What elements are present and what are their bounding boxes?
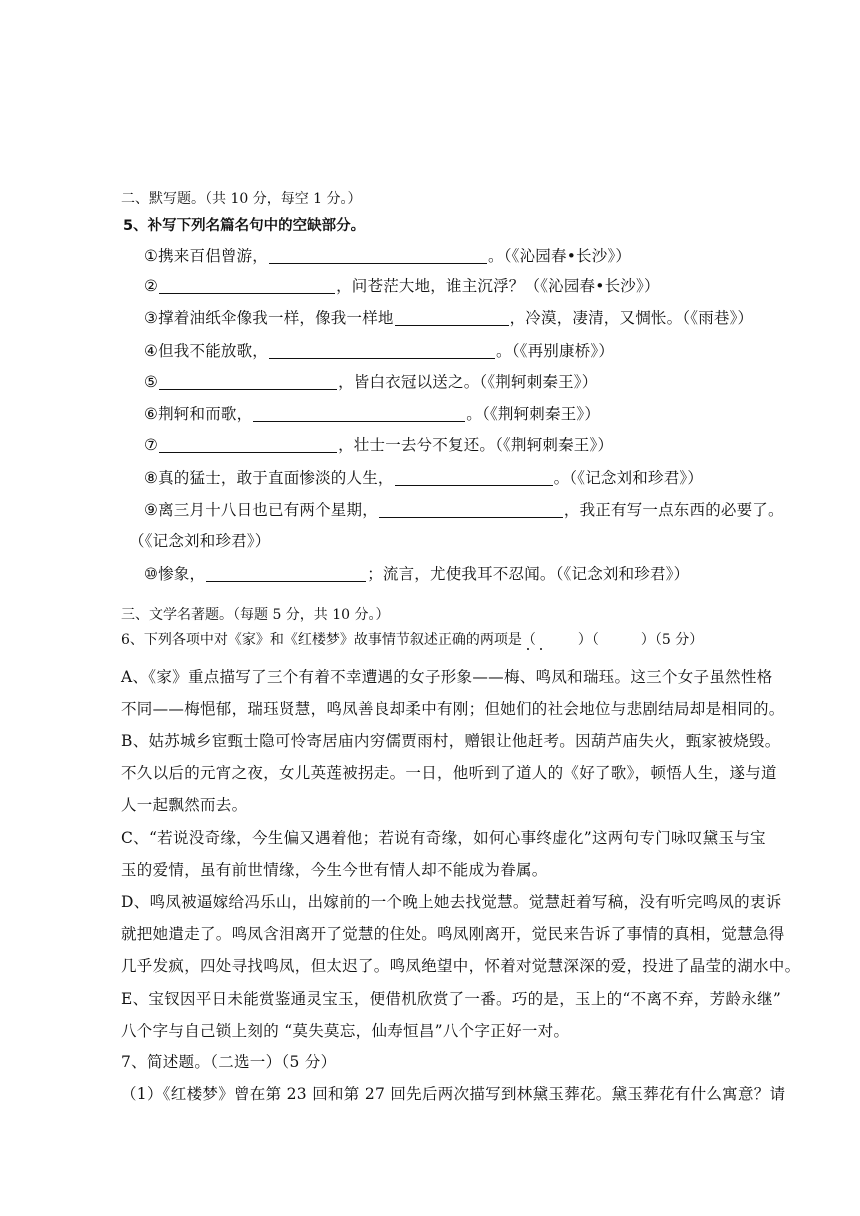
option-line: 八个字与自己锁上刻的 “莫失莫忘，仙寿恒昌”八个字正好一对。 (121, 1022, 570, 1040)
option-line: 几乎发疯，四处寻找鸣凤，但太迟了。鸣凤绝望中，怀着对觉慧深深的爱，投进了晶莹的湖水中。 (121, 957, 801, 975)
fill-item-4: ④但我不能放歌， 。（《再别康桥》） (144, 342, 615, 360)
fill-item-5: ⑤ ，皆白衣冠以送之。（《荆轲刺秦王》） (144, 373, 598, 391)
fill-item-10: ⑩惨象， ；流言，尤使我耳不忍闻。（《记念刘和珍君》） (144, 565, 690, 583)
fill-item-7: ⑦ ，壮士一去兮不复还。（《荆轲刺秦王》） (144, 436, 614, 454)
question-7: 7、简述题。（二选一）（5 分） (121, 1053, 337, 1071)
blank-1[interactable] (269, 247, 487, 264)
question-6: 6、下列各项中对《家》和《红楼梦》故事情节叙述正确的两项是（ ）（ ）（5 分） (121, 632, 704, 648)
option-line: B、姑苏城乡宦甄士隐可怜寄居庙内穷儒贾雨村，赠银让他赶考。因葫芦庙失火，甄家被烧毁。 (121, 732, 781, 750)
option-line: 人一起飘然而去。 (121, 796, 248, 814)
emphasis-dot (540, 648, 542, 650)
fill-item-9: ⑨离三月十八日也已有两个星期， ，我正有写一点东西的必要了。 (144, 501, 784, 519)
fill-item-3: ③撑着油纸伞像我一样，像我一样地 ，冷漠，凄清，又惆怅。（《雨巷》） (144, 309, 754, 327)
option-line: A、《家》重点描写了三个有着不幸遭遇的女子形象——梅、鸣凤和瑞珏。这三个女子虽然性格 (121, 668, 773, 686)
blank-4[interactable] (269, 342, 495, 359)
blank-3[interactable] (395, 309, 509, 326)
blank-6[interactable] (253, 405, 465, 422)
fill-item-1: ①携来百侣曾游， 。（《沁园春•长沙》） (144, 247, 632, 265)
question-7-1: （1）《红楼梦》曾在第 23 回和第 27 回先后两次描写到林黛玉葬花。黛玉葬花有什么寓意？请 (121, 1085, 786, 1103)
section3-heading: 三、文学名著题。（每题 5 分，共 10 分。） (121, 607, 390, 623)
option-line: 玉的爱情，虽有前世情缘，今生今世有情人却不能成为眷属。 (121, 861, 548, 879)
blank-5[interactable] (159, 373, 337, 390)
fill-item-9-continued: （《记念刘和珍君》） (129, 532, 271, 550)
blank-2[interactable] (159, 277, 335, 294)
emphasis-dot (527, 648, 529, 650)
blank-10[interactable] (206, 565, 366, 582)
blank-8[interactable] (395, 469, 553, 486)
fill-item-6: ⑥荆轲和而歌， 。（《荆轲刺秦王》） (144, 405, 601, 423)
option-line: D、鸣凤被逼嫁给冯乐山，出嫁前的一个晚上她去找觉慧。觉慧赶着写稿，没有听完鸣凤的衷诉 (121, 893, 782, 911)
option-line: 就把她遣走了。鸣凤含泪离开了觉慧的住处。鸣凤刚离开，觉民来告诉了事情的真相，觉慧急得 (121, 925, 785, 943)
option-line: E、宝钗因平日未能赏鉴通灵宝玉，便借机欣赏了一番。巧的是，玉上的“不离不弃，芳龄永继” (121, 990, 782, 1008)
fill-item-2: ② ，问苍茫大地，谁主沉浮？（《沁园春•长沙》） (144, 277, 660, 295)
option-line: C、“若说没奇缘，今生偏又遇着他；若说有奇缘，如何心事终虚化”这两句专门咏叹黛玉与宝 (121, 829, 766, 847)
section2-heading: 二、默写题。（共 10 分，每空 1 分。） (121, 191, 362, 207)
fill-item-8: ⑧真的猛士，敢于直面惨淡的人生， 。（《记念刘和珍君》） (144, 469, 704, 487)
blank-9[interactable] (379, 501, 563, 518)
option-line: 不久以后的元宵之夜，女儿英莲被拐走。一日，他听到了道人的《好了歌》，顿悟人生，遂与道 (121, 764, 777, 782)
question-5: 5、补写下列名篇名句中的空缺部分。 (123, 218, 366, 234)
blank-7[interactable] (159, 436, 337, 453)
option-line: 不同——梅悒郁，瑞珏贤慧，鸣凤善良却柔中有刚；但她们的社会地位与悲剧结局却是相同的。 (121, 700, 785, 718)
